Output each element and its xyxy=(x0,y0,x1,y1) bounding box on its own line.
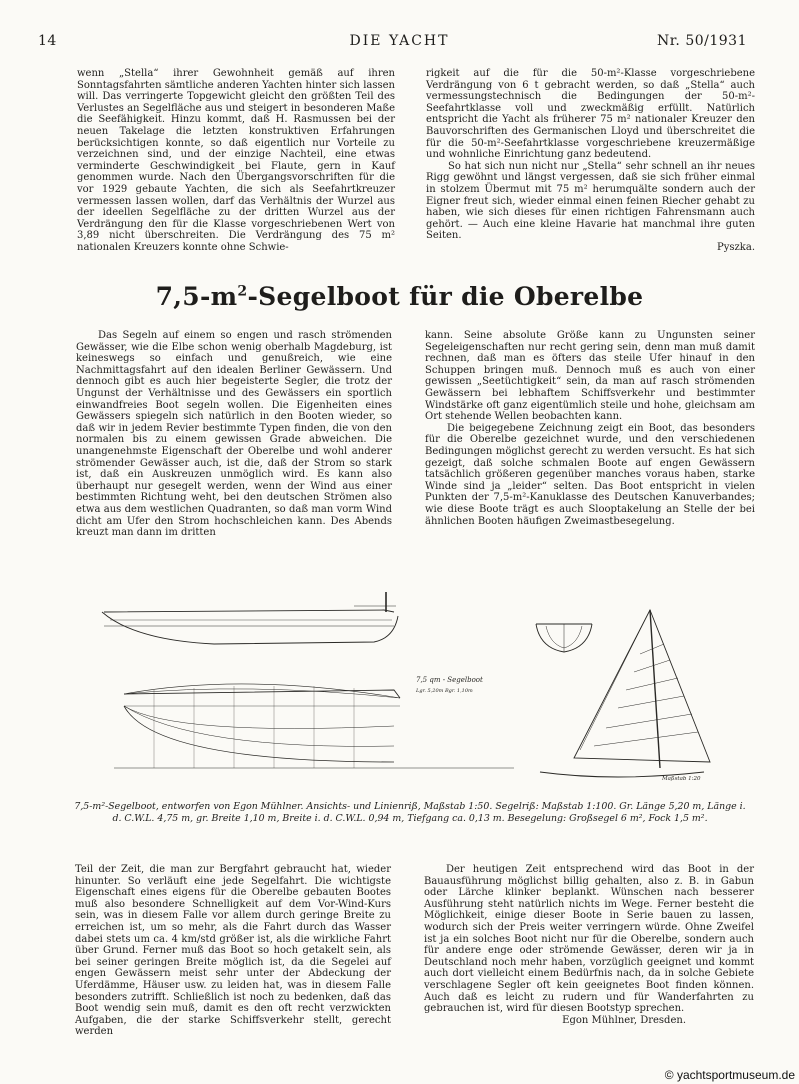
prev-article-right-column xyxy=(426,68,755,254)
article-right-paragraph-2: Die beigegebene Zeichnung zeigt ein Boot, das besonders für die Oberelbe gezeichnet wurde, und den verschiedenen Bedingungen möglichst gerecht zu werden versucht. Es hat sich gezeigt, daß solche schmalen Boote auf engen Gewässern tatsächlich größeren gegenüber manches voraus haben, starke Winde sind ja „leider“ selten. Das Boot entspricht in vielen Punkten der 7,5-m²-Kanuklasse des Deutschen Kanuverbandes; wie diese Boote trägt es auch Slooptakelung an Stelle der bei ähnlichen Booten häufigen Zweimastbesegelung. xyxy=(425,422,755,527)
title-prefix: 7,5-m xyxy=(155,282,238,311)
boat-drawing xyxy=(94,586,720,792)
page-number: 14 xyxy=(38,33,57,49)
sail-plan-view xyxy=(540,610,710,777)
title-suffix: -Segelboot für die Oberelbe xyxy=(247,282,644,311)
bottom-right-column xyxy=(424,864,754,1026)
drawing-sublabel: Lgr. 5,20m Bgr. 1,10m xyxy=(416,688,473,694)
watermark: © yachtsportmuseum.de xyxy=(664,1068,795,1082)
drawing-scale: Maßstab 1:20 xyxy=(662,776,701,782)
prev-article-left-column xyxy=(77,68,395,254)
drawing-label: 7,5 qm - Segelboot xyxy=(416,676,483,684)
bottom-left-paragraph: Teil der Zeit, die man zur Bergfahrt gebraucht hat, wieder hinunter. So verläuft eine jede Segelfahrt. Die wichtigste Eigenschaft eines eigens für die Oberelbe gebauten Bootes muß also besondere Schnelligkeit auf dem Vor-Wind-Kurs sein, was in diesem Falle vor allem durch geringe Breite zu erreichen ist, um so mehr, als die Fahrt durch das Wasser dabei stets um ca. 4 km/std größer ist, als die wirkliche Fahrt über Grund. Ferner muß das Boot so hoch getakelt sein, als bei seiner geringen Breite möglich ist, da die Segelei auf engen Gewässern meist sehr unter der Abdeckung der Uferdämme, Häuser usw. zu leiden hat, was in diesem Falle besonders zutrifft. Schließlich ist noch zu bedenken, daß das Boot wendig sein muß, damit es den oft recht verzwickten Aufgaben, die der starke Schiffsverkehr stellt, gerecht werden xyxy=(75,864,391,1038)
article-left-paragraph: Das Segeln auf einem so engen und rasch strömenden Gewässer, wie die Elbe schon wenig oberhalb Magdeburg, ist keineswegs so einfach und genußreich, wie eine Nachmittagsfahrt auf den idealen Berliner Gewässern. Und dennoch gibt es auch hier begeisterte Segler, die trotz der Ungunst der Verhältnisse und des Gewässers ein sportlich einwandfreies Boot segeln wollen. Die Eigenheiten eines Gewässers spiegeln sich natürlich in den Booten wieder, so daß wir in jedem Revier bestimmte Typen finden, die von den normalen bis zu einem gewissen Grade abweichen. Die unangenehmste Eigenschaft der Oberelbe und wohl anderer strömender Gewässer auch, ist die, daß der Strom so stark ist, daß ein Auskreuzen unmöglich wird. Es kann also überhaupt nur gesegelt werden, wenn der Wind aus einer bestimmten Richtung weht, bei den deutschen Strömen also etwa aus dem westlichen Quadranten, so daß man vorm Wind dicht am Ufer den Strom hochschleichen kann. Des Abends kreuzt man dann im dritten xyxy=(76,330,392,539)
article-right-paragraph-1: kann. Seine absolute Größe kann zu Ungunsten seiner Segeleigenschaften nur recht gering sein, denn man muß damit rechnen, daß man es öfters das steile Ufer hinauf in den Schuppen bringen muß. Dennoch muß es auch von einer gewissen „Seetüchtigkeit“ sein, da man auf rasch strömenden Gewässern bei lebhaftem Schiffsverkehr und bestimmter Windstärke oft ganz eigentümlich steile und hohe, gleichsam am Ort stehende Wellen beobachten kann. xyxy=(425,330,755,423)
article-author: Egon Mühlner, Dresden. xyxy=(562,1014,686,1026)
title-superscript: 2 xyxy=(237,283,248,300)
article-title xyxy=(0,282,799,311)
article-left-column xyxy=(76,330,392,539)
bottom-right-paragraph: Der heutigen Zeit entsprechend wird das Boot in der Bauausführung möglichst billig gehalten, also z. B. in Gabun oder Lärche klinker beplankt. Wünschen nach besserer Ausführung steht natürlich nichts im Wege. Ferner besteht die Möglichkeit, einige dieser Boote in Serie bauen zu lassen, wodurch sich der Preis weiter verringern würde. Ohne Zweifel ist ja ein solches Boot nicht nur für die Oberelbe, sondern auch für andere enge oder strömende Gewässer, deren wir ja in Deutschland noch mehr haben, vorzüglich geeignet und kommt auch dort vielleicht einem Bedürfnis nach, da in solche Gebiete verschlagene Segler oft kein geeignetes Boot finden können. Auch daß es leicht zu rudern und für Wanderfahrten zu gebrauchen ist, wird für diesen Bootstyp sprechen. xyxy=(424,864,754,1015)
prev-article-author: Pyszka. xyxy=(717,241,755,253)
prev-article-right-text-2: So hat sich nun nicht nur „Stella“ sehr schnell an ihr neues Rigg gewöhnt und längst vergessen, daß sie sich früher einmal in stolzem Übermut mit 75 m² herumquälte sondern auch der Eigner freut sich, wieder einmal einen feinen Riecher gehabt zu haben, wie sich dieses für einen richtigen Fahrensmann auch gehört. — Auch eine kleine Havarie hat manchmal ihre guten Seiten. xyxy=(426,160,755,242)
issue-number: Nr. 50/1931 xyxy=(657,33,747,49)
figure-caption: 7,5-m²-Segelboot, entworfen von Egon Mühlner. Ansichts- und Linienriß, Maßstab 1:50. Segelriß: Maßstab 1:100. Gr. Länge 5,20 m, Länge i. d. C.W.L. 4,75 m, gr. Breite 1,10 m, Breite i. d. C.W.L. 0,94 m, Tiefgang ca. 0,13 m. Besegelung: Großsegel 6 m², Fock 1,5 m². xyxy=(74,801,746,824)
bottom-left-column xyxy=(75,864,391,1038)
profile-view xyxy=(102,592,398,644)
prev-article-left-text: wenn „Stella“ ihrer Gewohnheit gemäß auf ihren Sonntagsfahrten sämtliche anderen Yachten hinter sich lassen will. Das verringerte Topgewicht gleicht den größten Teil des Verlustes an Segelfläche aus und steigert in besonderen Maße die Seefähigkeit. Hinzu kommt, daß H. Rasmussen bei der neuen Takelage die letzten konstruktiven Erfahrungen berücksichtigen konnte, so daß eigentlich nur Vorteile zu verzeichnen sind, und der einzige Nachteil, eine etwas verminderte Geschwindigkeit bei Flaute, gern in Kauf genommen wurde. Nach den Übergangsvorschriften für die vor 1929 gebaute Yachten, die sich als Seefahrtkreuzer vermessen lassen wollen, darf das Verhältnis der Wurzel aus der ideellen Segelfläche zu der dritten Wurzel aus der Verdrängung den für die Klasse vorgeschriebenen Wert von 3,89 nicht überschreiten. Die Verdrängung des 75 m² nationalen Kreuzers konnte ohne Schwie- xyxy=(77,68,395,253)
magazine-title: DIE YACHT xyxy=(349,33,450,49)
prev-article-right-text-1: rigkeit auf die für die 50-m²-Klasse vorgeschriebene Verdrängung von 6 t gebracht werden, so daß „Stella“ auch vermessungstechnisch die Bedingungen der 50-m²-Seefahrtklasse voll und zweckmäßig erfüllt. Natürlich entspricht die Yacht als früherer 75 m² nationaler Kreuzer den Bauvorschriften des Germanischen Lloyd und überschreitet die für die 50-m²-Seefahrtklasse vorgeschriebene kreuzermäßige und wohnliche Einrichtung ganz bedeutend. xyxy=(426,68,755,161)
lines-plan-view xyxy=(114,684,514,768)
article-right-column xyxy=(425,330,755,527)
body-plan-view xyxy=(536,624,592,652)
